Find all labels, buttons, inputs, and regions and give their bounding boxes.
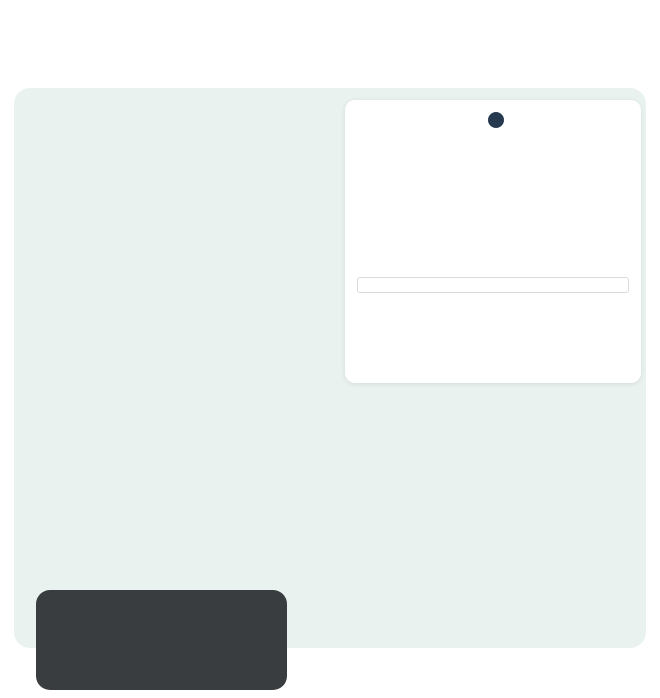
help-icon[interactable] bbox=[488, 112, 504, 128]
chart-legend bbox=[357, 247, 629, 268]
stat-badge bbox=[36, 590, 287, 690]
chart-wrap bbox=[357, 134, 629, 247]
legend-row-tfw bbox=[478, 247, 508, 256]
tfw-swatch bbox=[478, 247, 502, 256]
arrivals-chart-card bbox=[345, 100, 641, 383]
table-toggle[interactable] bbox=[357, 277, 629, 293]
imp-swatch bbox=[478, 259, 502, 268]
legend-row-imp bbox=[478, 259, 508, 268]
card-title-row bbox=[357, 112, 629, 128]
arrivals-chart bbox=[357, 134, 629, 242]
